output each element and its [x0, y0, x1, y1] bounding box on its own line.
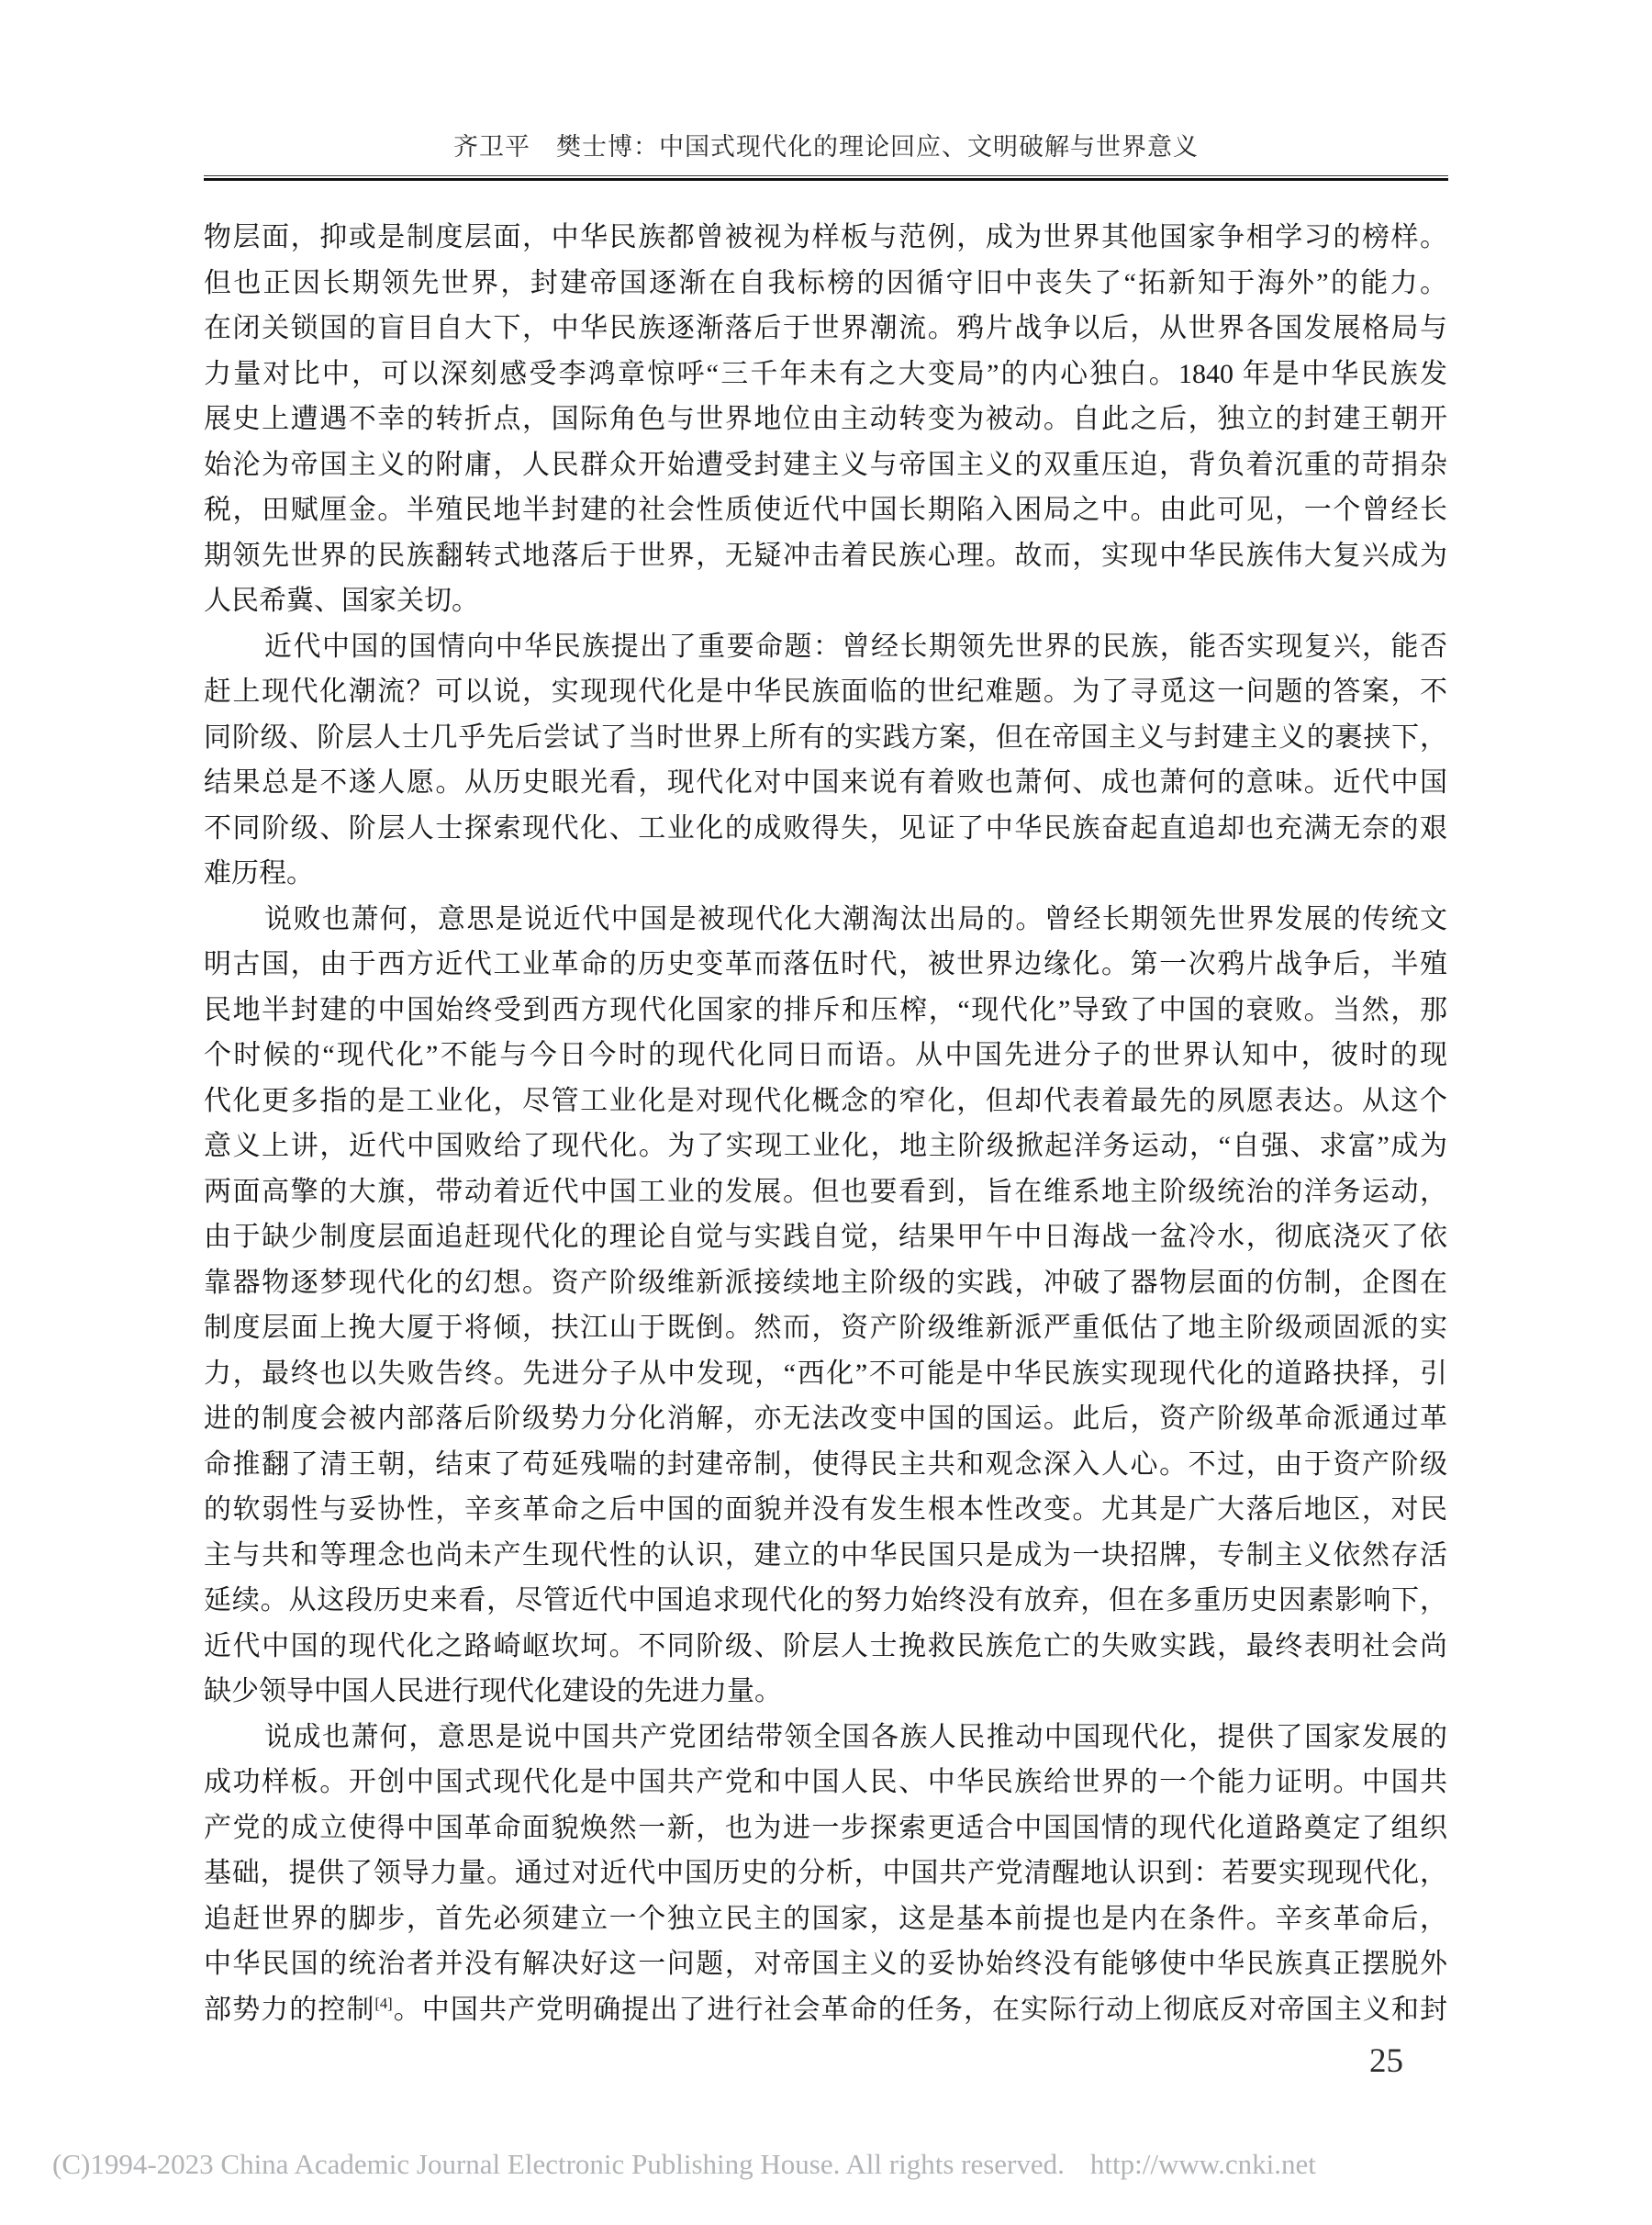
- body-line: 期领先世界的民族翻转式地落后于世界，无疑冲击着民族心理。故而，实现中华民族伟大复兴成为: [204, 540, 1447, 571]
- body-line: 由于缺少制度层面追赶现代化的理论自觉与实践自觉，结果甲午中日海战一盆冷水，彻底浇灭了依: [204, 1222, 1447, 1252]
- body-line: 近代中国的国情向中华民族提出了重要命题：曾经长期领先世界的民族，能否实现复兴，能否: [264, 631, 1447, 662]
- body-line: 的软弱性与妥协性，辛亥革命之后中国的面貌并没有发生根本性改变。尤其是广大落后地区，对民: [204, 1494, 1447, 1525]
- body-line: 成功样板。开创中国式现代化是中国共产党和中国人民、中华民族给世界的一个能力证明。中国共: [204, 1767, 1447, 1797]
- body-line: 物层面，抑或是制度层面，中华民族都曾被视为样板与范例，成为世界其他国家争相学习的榜样。: [204, 222, 1447, 252]
- body-line: 进的制度会被内部落后阶级势力分化消解，亦无法改变中国的国运。此后，资产阶级革命派通过革: [204, 1403, 1447, 1434]
- body-line: 代化更多指的是工业化，尽管工业化是对现代化概念的窄化，但却代表着最先的夙愿表达。从这个: [204, 1085, 1447, 1116]
- citation-superscript: [4]: [374, 1994, 393, 2012]
- body-line: 赶上现代化潮流？可以说，实现现代化是中华民族面临的世纪难题。为了寻觅这一问题的答案，不: [204, 676, 1447, 707]
- body-line: 产党的成立使得中国革命面貌焕然一新，也为进一步探索更适合中国国情的现代化道路奠定了组织: [204, 1812, 1447, 1843]
- footer-url: http://www.cnki.net: [1089, 2148, 1316, 2180]
- body-line: 在闭关锁国的盲目自大下，中华民族逐渐落后于世界潮流。鸦片战争以后，从世界各国发展格局与: [204, 313, 1447, 343]
- body-line: 难历程。: [204, 858, 314, 889]
- body-line: 不同阶级、阶层人士探索现代化、工业化的成败得失，见证了中华民族奋起直追却也充满无奈的艰: [204, 812, 1447, 844]
- body-line: 力量对比中，可以深刻感受李鸿章惊呼“三千年未有之大变局”的内心独白。1840 年是中华民族发: [204, 358, 1447, 389]
- body-line: 基础，提供了领导力量。通过对近代中国历史的分析，中国共产党清醒地认识到：若要实现现代化，: [204, 1858, 1447, 1888]
- body-line: 结果总是不遂人愿。从历史眼光看，现代化对中国来说有着败也萧何、成也萧何的意味。近代中国: [204, 767, 1447, 798]
- body-line: 部势力的控制[4]。中国共产党明确提出了进行社会革命的任务，在实际行动上彻底反对帝国主义和封: [204, 1994, 1447, 2025]
- body-line: 两面高擎的大旗，带动着近代中国工业的发展。但也要看到，旨在维系地主阶级统治的洋务运动，: [204, 1176, 1447, 1207]
- body-line: 命推翻了清王朝，结束了苟延残喘的封建帝制，使得民主共和观念深入人心。不过，由于资产阶级: [204, 1448, 1447, 1480]
- body-line: 民地半封建的中国始终受到西方现代化国家的排斥和压榨，“现代化”导致了中国的衰败。当然，那: [204, 994, 1447, 1025]
- body-line: 主与共和等理念也尚未产生现代性的认识，建立的中华民国只是成为一块招牌，专制主义依然存活: [204, 1539, 1447, 1571]
- body-line: 同阶级、阶层人士几乎先后尝试了当时世界上所有的实践方案，但在帝国主义与封建主义的裹挟下，: [204, 721, 1447, 753]
- body-line: 个时候的“现代化”不能与今日今时的现代化同日而语。从中国先进分子的世界认知中，彼时的现: [204, 1040, 1447, 1070]
- body-line: 制度层面上挽大厦于将倾，扶江山于既倒。然而，资产阶级维新派严重低估了地主阶级顽固派的实: [204, 1313, 1447, 1343]
- body-line: 但也正因长期领先世界，封建帝国逐渐在自我标榜的因循守旧中丧失了“拓新知于海外”的能力。: [204, 267, 1447, 298]
- running-header-title: 齐卫平 樊士博：中国式现代化的理论回应、文明破解与世界意义: [453, 133, 1199, 161]
- body-line: 靠器物逐梦现代化的幻想。资产阶级维新派接续地主阶级的实践，冲破了器物层面的仿制，企图在: [204, 1267, 1447, 1298]
- body-line: 明古国，由于西方近代工业革命的历史变革而落伍时代，被世界边缘化。第一次鸦片战争后，半殖: [204, 949, 1447, 979]
- body-line: 说成也萧何，意思是说中国共产党团结带领全国各族人民推动中国现代化，提供了国家发展的: [264, 1721, 1447, 1752]
- body-line: 意义上讲，近代中国败给了现代化。为了实现工业化，地主阶级掀起洋务运动，“自强、求富”成为: [204, 1131, 1447, 1161]
- header-divider-rule: [204, 175, 1448, 181]
- body-line: 税，田赋厘金。半殖民地半封建的社会性质使近代中国长期陷入困局之中。由此可见，一个曾经长: [204, 495, 1447, 525]
- body-line: 说败也萧何，意思是说近代中国是被现代化大潮淘汰出局的。曾经长期领先世界发展的传统文: [264, 903, 1447, 934]
- body-line: 始沦为帝国主义的附庸，人民群众开始遭受封建主义与帝国主义的双重压迫，背负着沉重的苛捐杂: [204, 449, 1447, 480]
- page-number: 25: [1369, 2042, 1403, 2080]
- body-line: 近代中国的现代化之路崎岖坎坷。不同阶级、阶层人士挽救民族危亡的失败实践，最终表明社会尚: [204, 1630, 1447, 1661]
- body-line: 追赶世界的脚步，首先必须建立一个独立民主的国家，这是基本前提也是内在条件。辛亥革命后，: [204, 1903, 1447, 1934]
- body-text: [204, 215, 1447, 2032]
- body-line: 延续。从这段历史来看，尽管近代中国追求现代化的努力始终没有放弃，但在多重历史因素影响下，: [204, 1585, 1447, 1616]
- footer-copyright: (C)1994-2023 China Academic Journal Electronic Publishing House. All rights reserved.: [52, 2148, 1065, 2180]
- body-line: 力，最终也以失败告终。先进分子从中发现，“西化”不可能是中华民族实现现代化的道路抉择，引: [204, 1358, 1447, 1389]
- body-line: 缺少领导中国人民进行现代化建设的先进力量。: [204, 1676, 782, 1706]
- body-line: 中华民国的统治者并没有解决好这一问题，对帝国主义的妥协始终没有能够使中华民族真正摆脱外: [204, 1949, 1447, 1979]
- body-line: 人民希冀、国家关切。: [204, 586, 479, 616]
- body-line: 展史上遭遇不幸的转折点，国际角色与世界地位由主动转变为被动。自此之后，独立的封建王朝开: [204, 404, 1447, 434]
- footer: [52, 2148, 1316, 2181]
